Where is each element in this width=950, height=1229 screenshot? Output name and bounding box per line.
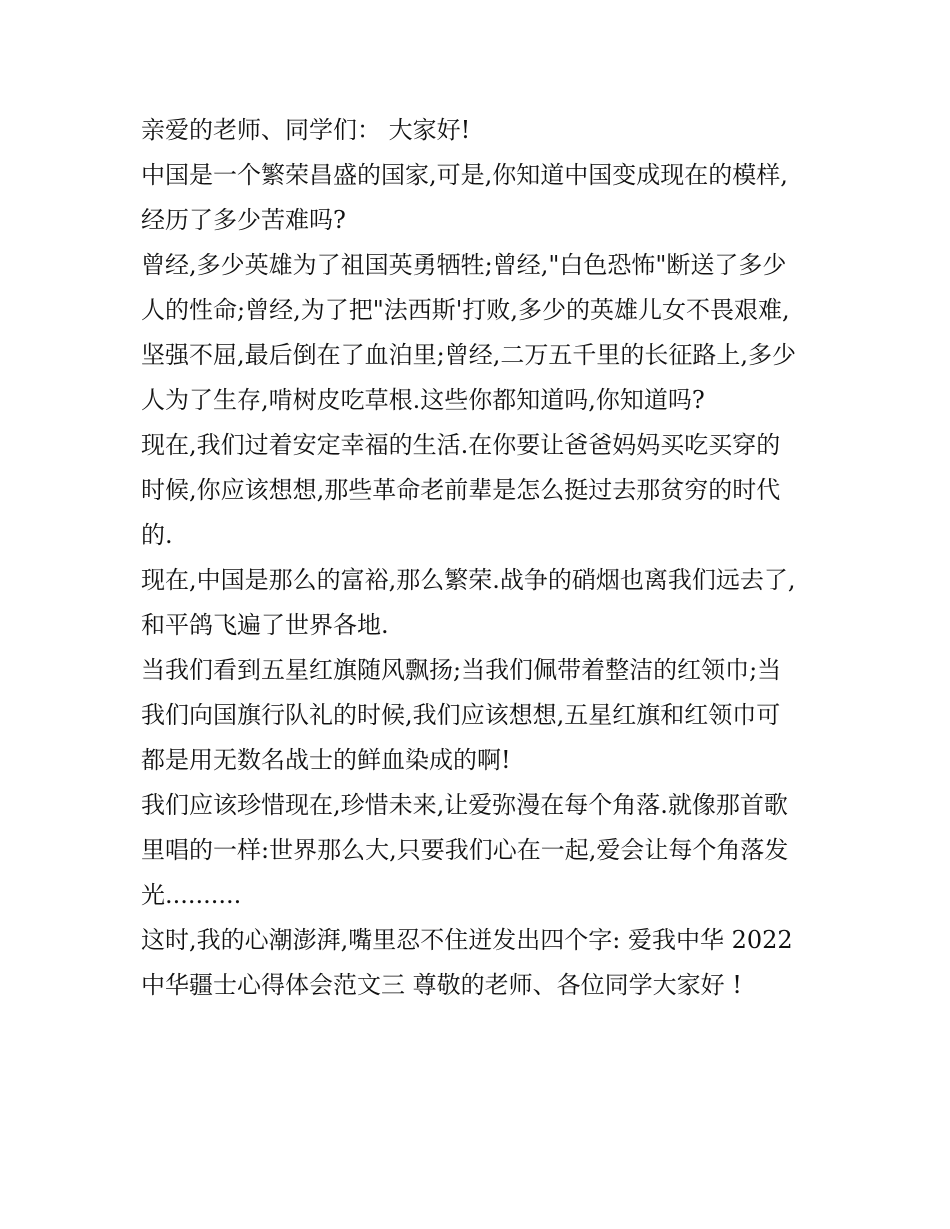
text-line: 都是用无数名战士的鲜血染成的啊!	[141, 746, 511, 774]
text-line: 我们应该珍惜现在,珍惜未来,让爱弥漫在每个角落.就像那首歌	[141, 791, 788, 819]
text-line-closing: 中华疆士心得体会范文三 尊敬的老师、各位同学大家好 !	[141, 971, 742, 999]
text-line: 现在,我们过着安定幸福的生活.在你要让爸爸妈妈买吃买穿的	[141, 431, 781, 459]
document-body	[141, 108, 821, 1008]
text-line: 中国是一个繁荣昌盛的国家,可是,你知道中国变成现在的模样,	[141, 161, 788, 189]
text-line: 的.	[141, 521, 173, 549]
text-line: 和平鸽飞遍了世界各地.	[141, 611, 389, 639]
text-line: 曾经,多少英雄为了祖国英勇牺牲;曾经,"白色恐怖"断送了多少	[141, 251, 787, 279]
text-line: 坚强不屈,最后倒在了血泊里;曾经,二万五千里的长征路上,多少	[141, 341, 796, 369]
text-line: 人为了生存,啃树皮吃草根.这些你都知道吗,你知道吗?	[141, 386, 705, 414]
text-line: 经历了多少苦难吗?	[141, 206, 346, 234]
text-line: 我们向国旗行队礼的时候,我们应该想想,五星红旗和红领巾可	[141, 701, 781, 729]
text-line: 这时,我的心潮澎湃,嘴里忍不住迸发出四个字: 爱我中华 2022	[141, 926, 793, 954]
text-line: 里唱的一样:世界那么大,只要我们心在一起,爱会让每个角落发	[141, 836, 789, 864]
text-line: 当我们看到五星红旗随风飘扬;当我们佩带着整洁的红领巾;当	[141, 656, 782, 684]
text-line: 现在,中国是那么的富裕,那么繁荣.战争的硝烟也离我们远去了,	[141, 566, 796, 594]
text-line-greeting: 亲爱的老师、同学们： 大家好!	[141, 116, 471, 144]
text-line: 时候,你应该想想,那些革命老前辈是怎么挺过去那贫穷的时代	[141, 476, 781, 504]
text-line: 人的性命;曾经,为了把"法西斯'打败,多少的英雄儿女不畏艰难,	[141, 296, 790, 324]
text-line: 光..........	[141, 881, 242, 909]
